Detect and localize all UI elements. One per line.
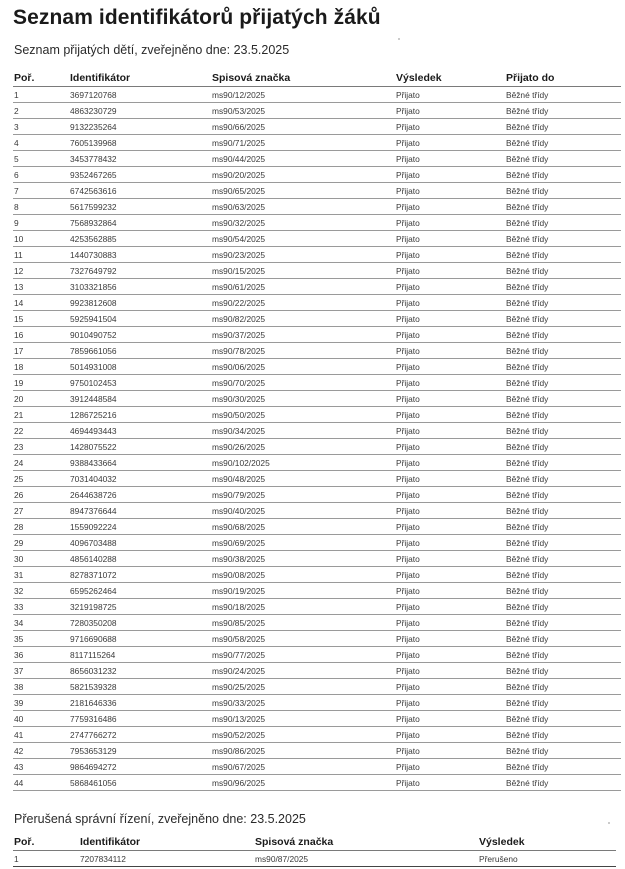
- cell-result: Přijato: [395, 663, 505, 679]
- cell-admitted-to: Běžné třídy: [505, 199, 621, 215]
- cell-result: Přijato: [395, 439, 505, 455]
- cell-result: Přijato: [395, 247, 505, 263]
- cell-admitted-to: Běžné třídy: [505, 279, 621, 295]
- cell-file-number: ms90/50/2025: [211, 407, 395, 423]
- cell-result: Přerušeno: [478, 851, 616, 867]
- table-row: [13, 455, 621, 471]
- cell-admitted-to: Běžné třídy: [505, 103, 621, 119]
- cell-file-number: ms90/86/2025: [211, 743, 395, 759]
- cell-order: 32: [13, 583, 69, 599]
- table-row: [13, 87, 621, 103]
- cell-identifier: 2644638726: [69, 487, 211, 503]
- cell-identifier: 1286725216: [69, 407, 211, 423]
- cell-result: Přijato: [395, 503, 505, 519]
- cell-admitted-to: Běžné třídy: [505, 311, 621, 327]
- table-row: [13, 759, 621, 775]
- cell-file-number: ms90/15/2025: [211, 263, 395, 279]
- cell-result: Přijato: [395, 471, 505, 487]
- cell-identifier: 4253562885: [69, 231, 211, 247]
- cell-file-number: ms90/48/2025: [211, 471, 395, 487]
- cell-admitted-to: Běžné třídy: [505, 455, 621, 471]
- cell-result: Přijato: [395, 455, 505, 471]
- table-row: [13, 647, 621, 663]
- cell-result: Přijato: [395, 119, 505, 135]
- table-row: [13, 599, 621, 615]
- cell-result: Přijato: [395, 487, 505, 503]
- admitted-section-heading: Seznam přijatých dětí, zveřejněno dne: 23.5.2025: [14, 43, 290, 57]
- cell-order: 40: [13, 711, 69, 727]
- column-header-result: Výsledek: [478, 834, 616, 851]
- table-row: [13, 471, 621, 487]
- cell-identifier: 7280350208: [69, 615, 211, 631]
- table-row: [13, 359, 621, 375]
- interrupted-table-header: [13, 834, 616, 851]
- cell-admitted-to: Běžné třídy: [505, 135, 621, 151]
- cell-order: 41: [13, 727, 69, 743]
- cell-admitted-to: Běžné třídy: [505, 663, 621, 679]
- table-row: [13, 567, 621, 583]
- cell-order: 1: [13, 851, 79, 867]
- cell-admitted-to: Běžné třídy: [505, 679, 621, 695]
- cell-admitted-to: Běžné třídy: [505, 375, 621, 391]
- cell-file-number: ms90/70/2025: [211, 375, 395, 391]
- cell-order: 24: [13, 455, 69, 471]
- table-row: [13, 279, 621, 295]
- cell-file-number: ms90/65/2025: [211, 183, 395, 199]
- cell-admitted-to: Běžné třídy: [505, 167, 621, 183]
- cell-file-number: ms90/44/2025: [211, 151, 395, 167]
- cell-order: 16: [13, 327, 69, 343]
- cell-identifier: 1440730883: [69, 247, 211, 263]
- table-row: [13, 231, 621, 247]
- cell-result: Přijato: [395, 87, 505, 103]
- cell-identifier: 5868461056: [69, 775, 211, 791]
- table-row: [13, 151, 621, 167]
- cell-result: Přijato: [395, 631, 505, 647]
- admitted-table: [13, 66, 621, 791]
- column-header-file-number: Spisová značka: [211, 66, 395, 87]
- cell-admitted-to: Běžné třídy: [505, 183, 621, 199]
- cell-order: 30: [13, 551, 69, 567]
- cell-identifier: 1428075522: [69, 439, 211, 455]
- cell-result: Přijato: [395, 615, 505, 631]
- cell-file-number: ms90/33/2025: [211, 695, 395, 711]
- table-row: [13, 407, 621, 423]
- cell-order: 8: [13, 199, 69, 215]
- cell-order: 37: [13, 663, 69, 679]
- table-row: [13, 583, 621, 599]
- cell-identifier: 7953653129: [69, 743, 211, 759]
- column-header-order: Poř.: [13, 66, 69, 87]
- cell-file-number: ms90/24/2025: [211, 663, 395, 679]
- table-row: [13, 215, 621, 231]
- cell-order: 18: [13, 359, 69, 375]
- cell-identifier: 4694493443: [69, 423, 211, 439]
- cell-admitted-to: Běžné třídy: [505, 583, 621, 599]
- cell-admitted-to: Běžné třídy: [505, 695, 621, 711]
- table-row: [13, 487, 621, 503]
- cell-file-number: ms90/69/2025: [211, 535, 395, 551]
- column-header-file-number: Spisová značka: [254, 834, 478, 851]
- cell-order: 11: [13, 247, 69, 263]
- cell-file-number: ms90/18/2025: [211, 599, 395, 615]
- cell-order: 19: [13, 375, 69, 391]
- table-row: [13, 439, 621, 455]
- cell-order: 43: [13, 759, 69, 775]
- cell-admitted-to: Běžné třídy: [505, 727, 621, 743]
- table-row: [13, 167, 621, 183]
- cell-identifier: 7605139968: [69, 135, 211, 151]
- cell-result: Přijato: [395, 535, 505, 551]
- cell-admitted-to: Běžné třídy: [505, 519, 621, 535]
- cell-admitted-to: Běžné třídy: [505, 503, 621, 519]
- cell-file-number: ms90/26/2025: [211, 439, 395, 455]
- cell-admitted-to: Běžné třídy: [505, 87, 621, 103]
- cell-order: 23: [13, 439, 69, 455]
- cell-identifier: 2181646336: [69, 695, 211, 711]
- cell-identifier: 9923812608: [69, 295, 211, 311]
- cell-order: 10: [13, 231, 69, 247]
- cell-order: 27: [13, 503, 69, 519]
- column-header-result: Výsledek: [395, 66, 505, 87]
- cell-result: Přijato: [395, 423, 505, 439]
- cell-result: Přijato: [395, 519, 505, 535]
- cell-identifier: 3103321856: [69, 279, 211, 295]
- cell-result: Přijato: [395, 375, 505, 391]
- cell-result: Přijato: [395, 343, 505, 359]
- cell-identifier: 7568932864: [69, 215, 211, 231]
- table-row: [13, 631, 621, 647]
- cell-order: 7: [13, 183, 69, 199]
- cell-admitted-to: Běžné třídy: [505, 391, 621, 407]
- cell-admitted-to: Běžné třídy: [505, 743, 621, 759]
- cell-file-number: ms90/63/2025: [211, 199, 395, 215]
- interrupted-table: [13, 834, 616, 867]
- cell-identifier: 4863230729: [69, 103, 211, 119]
- cell-admitted-to: Běžné třídy: [505, 343, 621, 359]
- cell-order: 44: [13, 775, 69, 791]
- cell-file-number: ms90/06/2025: [211, 359, 395, 375]
- column-header-identifier: Identifikátor: [69, 66, 211, 87]
- cell-result: Přijato: [395, 391, 505, 407]
- table-row: [13, 343, 621, 359]
- cell-order: 3: [13, 119, 69, 135]
- table-row: [13, 391, 621, 407]
- cell-order: 15: [13, 311, 69, 327]
- cell-identifier: 5925941504: [69, 311, 211, 327]
- cell-file-number: ms90/77/2025: [211, 647, 395, 663]
- cell-admitted-to: Běžné třídy: [505, 647, 621, 663]
- cell-identifier: 3912448584: [69, 391, 211, 407]
- cell-admitted-to: Běžné třídy: [505, 151, 621, 167]
- cell-admitted-to: Běžné třídy: [505, 551, 621, 567]
- cell-file-number: ms90/19/2025: [211, 583, 395, 599]
- cell-identifier: 3219198725: [69, 599, 211, 615]
- cell-identifier: 9864694272: [69, 759, 211, 775]
- admitted-table-header: [13, 66, 621, 87]
- cell-identifier: 1559092224: [69, 519, 211, 535]
- cell-result: Přijato: [395, 327, 505, 343]
- cell-identifier: 4096703488: [69, 535, 211, 551]
- cell-identifier: 5821539328: [69, 679, 211, 695]
- cell-file-number: ms90/78/2025: [211, 343, 395, 359]
- cell-order: 6: [13, 167, 69, 183]
- cell-identifier: 9352467265: [69, 167, 211, 183]
- cell-result: Přijato: [395, 295, 505, 311]
- cell-admitted-to: Běžné třídy: [505, 407, 621, 423]
- cell-identifier: 5617599232: [69, 199, 211, 215]
- table-row: [13, 375, 621, 391]
- cell-result: Přijato: [395, 183, 505, 199]
- cell-result: Přijato: [395, 775, 505, 791]
- cell-identifier: 8117115264: [69, 647, 211, 663]
- cell-identifier: 7207834112: [79, 851, 254, 867]
- table-row: [13, 679, 621, 695]
- table-row: [13, 503, 621, 519]
- cell-admitted-to: Běžné třídy: [505, 471, 621, 487]
- cell-order: 39: [13, 695, 69, 711]
- cell-file-number: ms90/68/2025: [211, 519, 395, 535]
- cell-admitted-to: Běžné třídy: [505, 599, 621, 615]
- cell-result: Přijato: [395, 359, 505, 375]
- column-header-order: Poř.: [13, 834, 79, 851]
- cell-file-number: ms90/37/2025: [211, 327, 395, 343]
- table-row: [13, 711, 621, 727]
- cell-file-number: ms90/61/2025: [211, 279, 395, 295]
- table-row: [13, 311, 621, 327]
- cell-order: 9: [13, 215, 69, 231]
- cell-result: Přijato: [395, 583, 505, 599]
- table-row: [13, 663, 621, 679]
- cell-order: 20: [13, 391, 69, 407]
- cell-result: Přijato: [395, 567, 505, 583]
- cell-file-number: ms90/85/2025: [211, 615, 395, 631]
- cell-result: Přijato: [395, 215, 505, 231]
- cell-admitted-to: Běžné třídy: [505, 263, 621, 279]
- cell-admitted-to: Běžné třídy: [505, 615, 621, 631]
- table-row: [13, 119, 621, 135]
- cell-file-number: ms90/67/2025: [211, 759, 395, 775]
- cell-file-number: ms90/08/2025: [211, 567, 395, 583]
- cell-admitted-to: Běžné třídy: [505, 487, 621, 503]
- cell-admitted-to: Běžné třídy: [505, 567, 621, 583]
- cell-order: 21: [13, 407, 69, 423]
- cell-order: 33: [13, 599, 69, 615]
- cell-file-number: ms90/71/2025: [211, 135, 395, 151]
- cell-order: 1: [13, 87, 69, 103]
- cell-admitted-to: Běžné třídy: [505, 247, 621, 263]
- cell-result: Přijato: [395, 103, 505, 119]
- cell-admitted-to: Běžné třídy: [505, 423, 621, 439]
- table-row: [13, 247, 621, 263]
- cell-identifier: 9716690688: [69, 631, 211, 647]
- cell-file-number: ms90/12/2025: [211, 87, 395, 103]
- cell-file-number: ms90/25/2025: [211, 679, 395, 695]
- cell-order: 25: [13, 471, 69, 487]
- cell-order: 17: [13, 343, 69, 359]
- cell-result: Přijato: [395, 279, 505, 295]
- cell-file-number: ms90/52/2025: [211, 727, 395, 743]
- table-row: [13, 423, 621, 439]
- cell-admitted-to: Běžné třídy: [505, 359, 621, 375]
- table-row: [13, 519, 621, 535]
- cell-result: Přijato: [395, 199, 505, 215]
- cell-identifier: 2747766272: [69, 727, 211, 743]
- table-row: [13, 775, 621, 791]
- cell-file-number: ms90/96/2025: [211, 775, 395, 791]
- cell-order: 5: [13, 151, 69, 167]
- cell-file-number: ms90/66/2025: [211, 119, 395, 135]
- cell-order: 2: [13, 103, 69, 119]
- cell-result: Přijato: [395, 695, 505, 711]
- cell-order: 31: [13, 567, 69, 583]
- table-row: [13, 295, 621, 311]
- cell-identifier: 8656031232: [69, 663, 211, 679]
- cell-identifier: 8947376644: [69, 503, 211, 519]
- table-row: [13, 327, 621, 343]
- cell-result: Přijato: [395, 151, 505, 167]
- table-row: [13, 851, 616, 867]
- cell-identifier: 3453778432: [69, 151, 211, 167]
- cell-admitted-to: Běžné třídy: [505, 711, 621, 727]
- cell-file-number: ms90/58/2025: [211, 631, 395, 647]
- cell-result: Přijato: [395, 167, 505, 183]
- cell-file-number: ms90/102/2025: [211, 455, 395, 471]
- cell-order: 38: [13, 679, 69, 695]
- cell-result: Přijato: [395, 647, 505, 663]
- cell-admitted-to: Běžné třídy: [505, 439, 621, 455]
- cell-admitted-to: Běžné třídy: [505, 215, 621, 231]
- table-row: [13, 135, 621, 151]
- cell-file-number: ms90/20/2025: [211, 167, 395, 183]
- cell-order: 34: [13, 615, 69, 631]
- cell-order: 14: [13, 295, 69, 311]
- cell-order: 13: [13, 279, 69, 295]
- cell-identifier: 7759316486: [69, 711, 211, 727]
- interrupted-section-heading: Přerušená správní řízení, zveřejněno dne: 23.5.2025: [14, 812, 306, 826]
- cell-order: 22: [13, 423, 69, 439]
- cell-identifier: 7859661056: [69, 343, 211, 359]
- cell-admitted-to: Běžné třídy: [505, 295, 621, 311]
- cell-file-number: ms90/38/2025: [211, 551, 395, 567]
- cell-result: Přijato: [395, 263, 505, 279]
- cell-order: 35: [13, 631, 69, 647]
- cell-result: Přijato: [395, 727, 505, 743]
- table-row: [13, 743, 621, 759]
- cell-identifier: 9010490752: [69, 327, 211, 343]
- table-row: [13, 183, 621, 199]
- cell-identifier: 9750102453: [69, 375, 211, 391]
- cell-result: Přijato: [395, 679, 505, 695]
- table-row: [13, 535, 621, 551]
- cell-admitted-to: Běžné třídy: [505, 535, 621, 551]
- cell-admitted-to: Běžné třídy: [505, 631, 621, 647]
- cell-order: 29: [13, 535, 69, 551]
- column-header-identifier: Identifikátor: [79, 834, 254, 851]
- cell-result: Přijato: [395, 551, 505, 567]
- cell-admitted-to: Běžné třídy: [505, 759, 621, 775]
- cell-result: Přijato: [395, 311, 505, 327]
- cell-result: Přijato: [395, 599, 505, 615]
- cell-identifier: 4856140288: [69, 551, 211, 567]
- cell-result: Přijato: [395, 743, 505, 759]
- cell-order: 42: [13, 743, 69, 759]
- cell-file-number: ms90/40/2025: [211, 503, 395, 519]
- cell-result: Přijato: [395, 759, 505, 775]
- page-title: Seznam identifikátorů přijatých žáků: [13, 6, 381, 29]
- cell-identifier: 6742563616: [69, 183, 211, 199]
- table-row: [13, 615, 621, 631]
- cell-file-number: ms90/87/2025: [254, 851, 478, 867]
- cell-order: 36: [13, 647, 69, 663]
- cell-identifier: 5014931008: [69, 359, 211, 375]
- cell-result: Přijato: [395, 135, 505, 151]
- cell-admitted-to: Běžné třídy: [505, 119, 621, 135]
- cell-order: 28: [13, 519, 69, 535]
- table-row: [13, 551, 621, 567]
- scan-speck: [398, 38, 400, 40]
- table-row: [13, 727, 621, 743]
- table-row: [13, 695, 621, 711]
- cell-admitted-to: Běžné třídy: [505, 775, 621, 791]
- cell-order: 4: [13, 135, 69, 151]
- cell-file-number: ms90/32/2025: [211, 215, 395, 231]
- cell-identifier: 7327649792: [69, 263, 211, 279]
- cell-file-number: ms90/54/2025: [211, 231, 395, 247]
- cell-result: Přijato: [395, 711, 505, 727]
- cell-identifier: 9388433664: [69, 455, 211, 471]
- cell-identifier: 6595262464: [69, 583, 211, 599]
- cell-identifier: 9132235264: [69, 119, 211, 135]
- cell-file-number: ms90/22/2025: [211, 295, 395, 311]
- cell-order: 12: [13, 263, 69, 279]
- column-header-admitted-to: Přijato do: [505, 66, 621, 87]
- cell-admitted-to: Běžné třídy: [505, 327, 621, 343]
- table-row: [13, 103, 621, 119]
- cell-file-number: ms90/30/2025: [211, 391, 395, 407]
- cell-result: Přijato: [395, 231, 505, 247]
- cell-file-number: ms90/53/2025: [211, 103, 395, 119]
- cell-identifier: 3697120768: [69, 87, 211, 103]
- scan-speck: [608, 822, 610, 824]
- cell-order: 26: [13, 487, 69, 503]
- cell-file-number: ms90/13/2025: [211, 711, 395, 727]
- cell-identifier: 8278371072: [69, 567, 211, 583]
- cell-file-number: ms90/23/2025: [211, 247, 395, 263]
- cell-identifier: 7031404032: [69, 471, 211, 487]
- cell-file-number: ms90/34/2025: [211, 423, 395, 439]
- cell-file-number: ms90/79/2025: [211, 487, 395, 503]
- cell-result: Přijato: [395, 407, 505, 423]
- table-row: [13, 263, 621, 279]
- cell-file-number: ms90/82/2025: [211, 311, 395, 327]
- cell-admitted-to: Běžné třídy: [505, 231, 621, 247]
- table-row: [13, 199, 621, 215]
